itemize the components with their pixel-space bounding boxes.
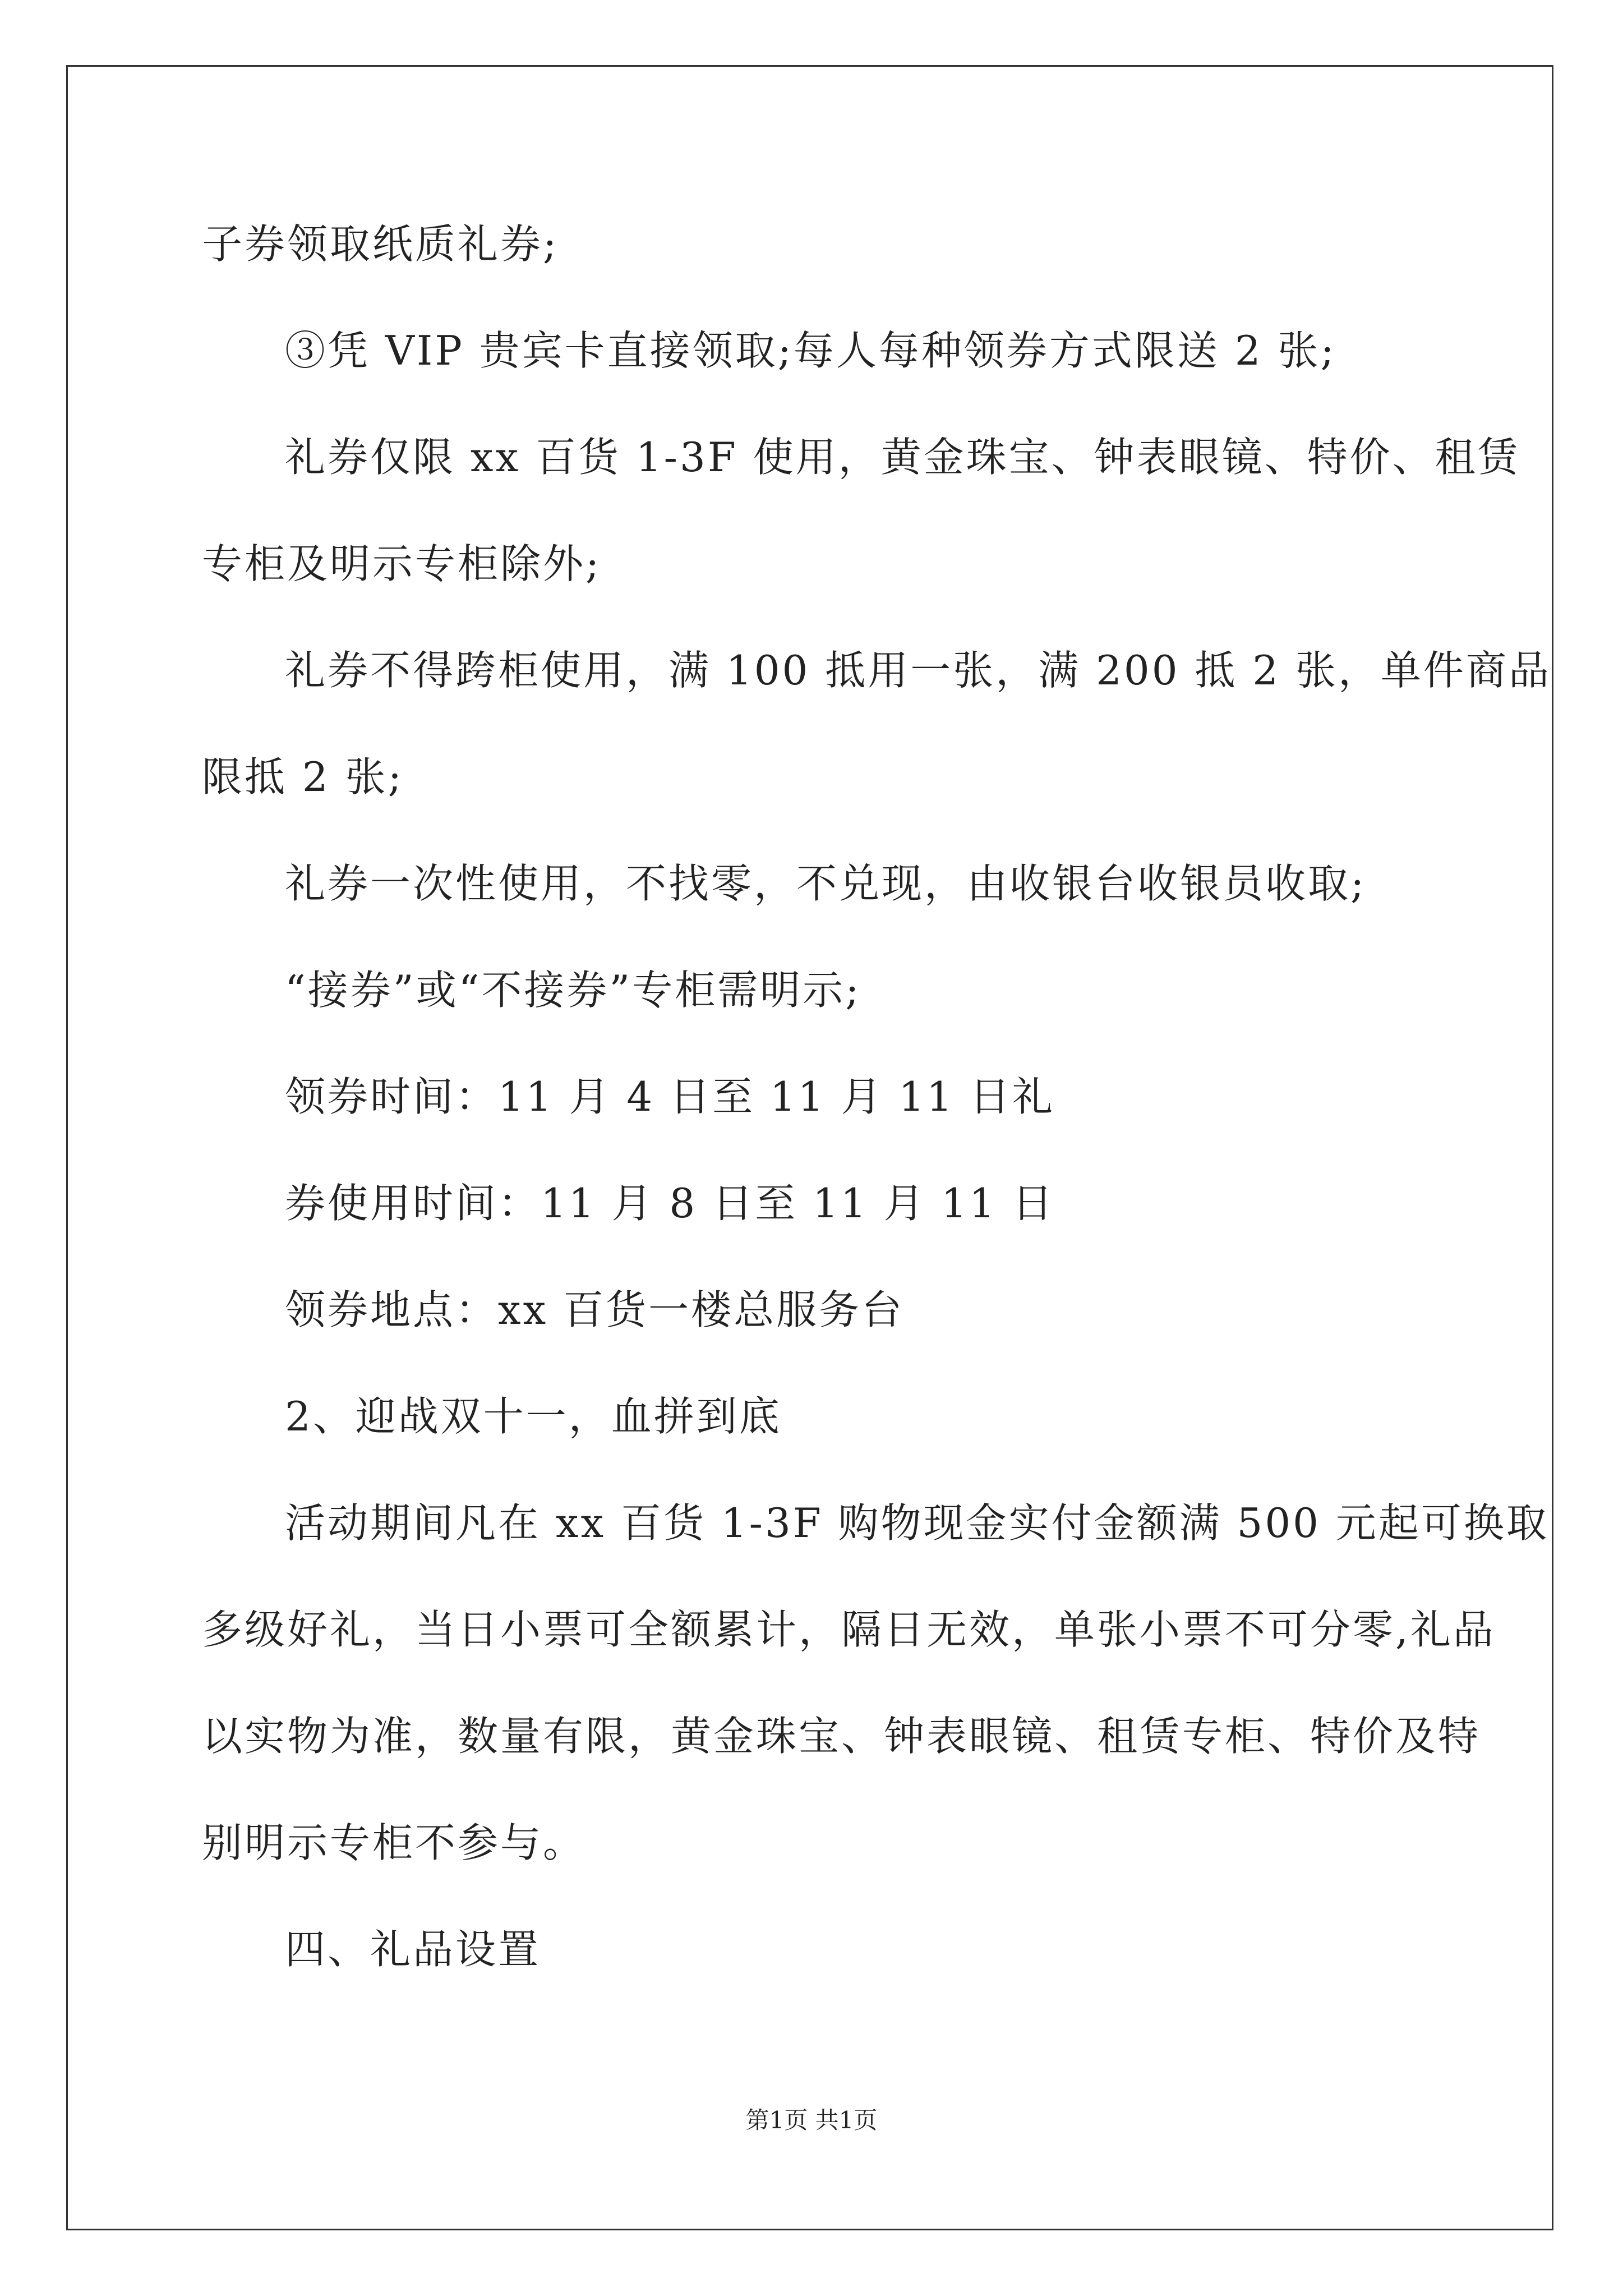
text-line: “接券”或“不接券”专柜需明示; — [285, 967, 861, 1014]
text-line: 礼券不得跨柜使用，满 100 抵用一张，满 200 抵 2 张，单件商品 — [285, 647, 1551, 694]
text-line: 礼券一次性使用，不找零，不兑现，由收银台收银员收取; — [285, 860, 1367, 907]
text-line: 券使用时间：11 月 8 日至 11 月 11 日 — [285, 1180, 1055, 1227]
text-line: 以实物为准，数量有限，黄金珠宝、钟表眼镜、租赁专柜、特价及特 — [202, 1713, 1481, 1760]
text-line: 别明示专柜不参与。 — [202, 1819, 586, 1866]
text-line: 领券地点：xx 百货一楼总服务台 — [285, 1286, 905, 1333]
page-border — [66, 65, 1553, 2230]
text-line: 活动期间凡在 xx 百货 1-3F 购物现金实付金额满 500 元起可换取 — [285, 1499, 1549, 1547]
text-line: 限抵 2 张; — [202, 753, 404, 800]
section-heading: 四、礼品设置 — [285, 1926, 541, 1973]
text-line: 专柜及明示专柜除外; — [202, 540, 602, 587]
section-heading: 2、迎战双十一，血拼到底 — [285, 1393, 782, 1440]
text-line: 多级好礼，当日小票可全额累计，隔日无效，单张小票不可分零,礼品 — [202, 1606, 1496, 1653]
page-footer: 第1页 共1页 — [745, 2106, 878, 2134]
text-line: ③凭 VIP 贵宾卡直接领取;每人每种领券方式限送 2 张; — [285, 327, 1336, 374]
text-line: 领券时间：11 月 4 日至 11 月 11 日礼 — [285, 1073, 1055, 1120]
text-line: 子券领取纸质礼券; — [202, 220, 559, 268]
text-line: 礼券仅限 xx 百货 1-3F 使用，黄金珠宝、钟表眼镜、特价、租赁 — [285, 434, 1520, 481]
